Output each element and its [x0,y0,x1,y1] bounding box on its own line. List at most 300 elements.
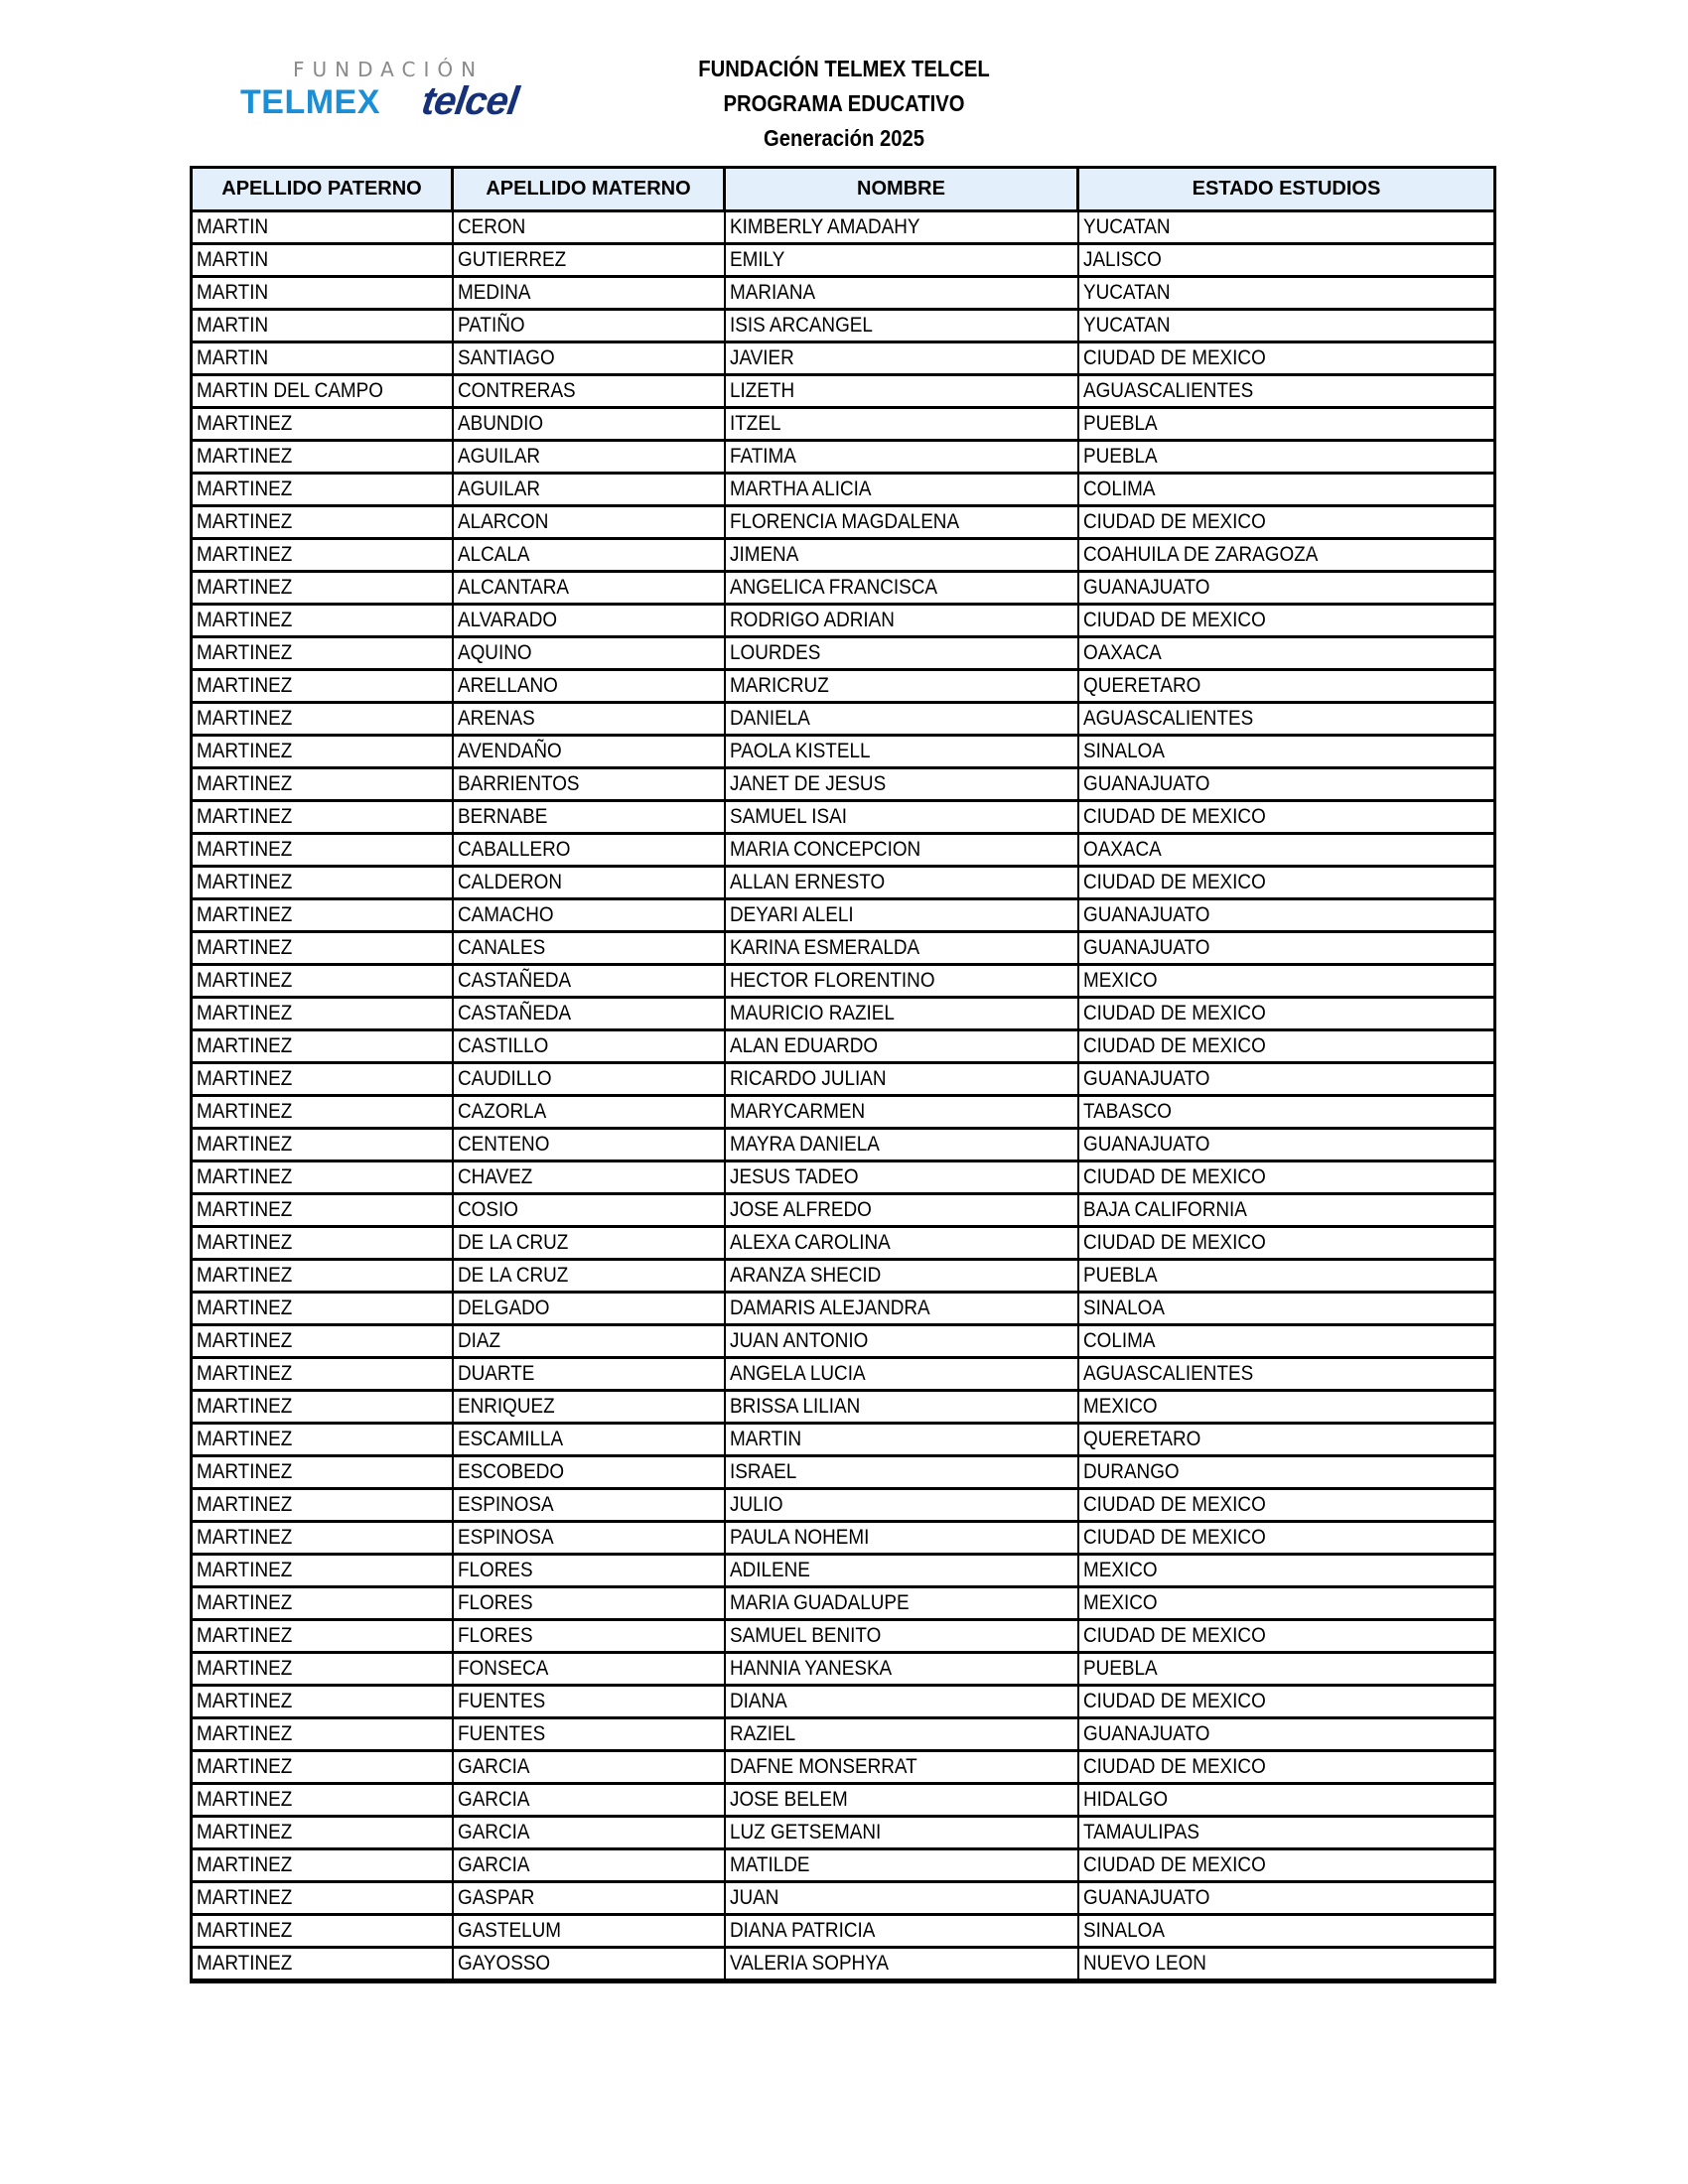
cell-apellido-materno [453,572,725,605]
cell-text: MARTINEZ [197,1165,293,1188]
cell-apellido-paterno [192,310,453,342]
column-header-apellido-materno: APELLIDO MATERNO [453,168,725,211]
cell-apellido-paterno [192,1555,453,1587]
cell-text: MARTINEZ [197,1198,293,1221]
cell-nombre [725,211,1078,244]
cell-text: ARANZA SHECID [729,1264,881,1287]
cell-estado-estudios [1078,1653,1495,1686]
cell-apellido-paterno [192,1358,453,1391]
cell-nombre [725,506,1078,539]
table-row [192,1391,1495,1424]
cell-apellido-materno [453,244,725,277]
table-row [192,310,1495,342]
cell-apellido-materno [453,1260,725,1293]
cell-text: MARTINEZ [197,1559,293,1581]
cell-apellido-materno [453,1194,725,1227]
cell-text: MARTIN [197,281,269,304]
cell-text: MARIA CONCEPCION [729,838,920,861]
cell-text: ARENAS [457,707,535,730]
cell-text: HIDALGO [1082,1788,1168,1811]
cell-estado-estudios [1078,899,1495,932]
cell-estado-estudios [1078,1161,1495,1194]
cell-text: CIUDAD DE MEXICO [1082,1165,1266,1188]
cell-text: CIUDAD DE MEXICO [1082,1002,1266,1024]
table-row [192,1784,1495,1817]
cell-text: MARTINEZ [197,805,293,828]
cell-text: DURANGO [1082,1460,1180,1483]
cell-text: SAMUEL BENITO [729,1624,881,1647]
cell-text: JANET DE JESUS [729,772,886,795]
cell-text: FLORES [457,1624,533,1647]
table-row [192,1686,1495,1718]
cell-text: YUCATAN [1082,215,1171,238]
cell-apellido-materno [453,801,725,834]
table-row [192,1882,1495,1915]
table-row [192,1194,1495,1227]
cell-estado-estudios [1078,768,1495,801]
cell-estado-estudios [1078,1227,1495,1260]
cell-apellido-paterno [192,441,453,474]
cell-nombre [725,998,1078,1030]
cell-nombre [725,1915,1078,1948]
cell-apellido-paterno [192,375,453,408]
cell-text: PUEBLA [1082,412,1158,435]
cell-apellido-paterno [192,1784,453,1817]
cell-text: MEXICO [1082,1591,1158,1614]
cell-text: OAXACA [1082,641,1162,664]
cell-estado-estudios [1078,637,1495,670]
cell-nombre [725,1489,1078,1522]
cell-nombre [725,1882,1078,1915]
cell-apellido-materno [453,506,725,539]
table-row [192,1293,1495,1325]
cell-estado-estudios [1078,310,1495,342]
cell-text: JUAN [729,1886,778,1909]
document-generation: Generación 2025 [763,125,925,151]
cell-text: MARTINEZ [197,772,293,795]
cell-text: COLIMA [1082,1329,1155,1352]
cell-text: CAMACHO [457,903,554,926]
cell-apellido-paterno [192,637,453,670]
cell-nombre [725,1718,1078,1751]
cell-text: SAMUEL ISAI [729,805,847,828]
cell-text: CASTAÑEDA [457,1002,571,1024]
cell-text: MARYCARMEN [729,1100,865,1123]
cell-text: PUEBLA [1082,1264,1158,1287]
cell-apellido-materno [453,1587,725,1620]
table-row [192,1718,1495,1751]
cell-text: AGUILAR [457,445,540,468]
cell-text: MARICRUZ [729,674,829,697]
cell-apellido-materno [453,1489,725,1522]
table-row [192,506,1495,539]
cell-apellido-paterno [192,1129,453,1161]
cell-text: PUEBLA [1082,445,1158,468]
cell-apellido-materno [453,1161,725,1194]
table-row [192,998,1495,1030]
cell-text: JOSE BELEM [729,1788,848,1811]
cell-estado-estudios [1078,670,1495,703]
cell-estado-estudios [1078,1948,1495,1981]
cell-estado-estudios [1078,1718,1495,1751]
cell-text: PUEBLA [1082,1657,1158,1680]
cell-text: MARTINEZ [197,1690,293,1712]
cell-estado-estudios [1078,998,1495,1030]
cell-nombre [725,1063,1078,1096]
cell-text: MARTIN [729,1428,801,1450]
table-row [192,1620,1495,1653]
cell-text: GUTIERREZ [457,248,566,271]
cell-text: GASTELUM [457,1919,561,1942]
cell-apellido-paterno [192,408,453,441]
table-row [192,932,1495,965]
table-row [192,244,1495,277]
cell-nombre [725,244,1078,277]
table-row [192,211,1495,244]
cell-text: ANGELICA FRANCISCA [729,576,937,599]
cell-nombre [725,572,1078,605]
cell-nombre [725,1456,1078,1489]
cell-text: ITZEL [729,412,780,435]
cell-text: BRISSA LILIAN [729,1395,860,1418]
cell-estado-estudios [1078,408,1495,441]
cell-apellido-materno [453,1424,725,1456]
cell-nombre [725,539,1078,572]
cell-text: YUCATAN [1082,314,1171,337]
table-row [192,1587,1495,1620]
cell-estado-estudios [1078,474,1495,506]
cell-estado-estudios [1078,244,1495,277]
cell-apellido-paterno [192,1030,453,1063]
cell-apellido-paterno [192,1063,453,1096]
cell-apellido-paterno [192,1424,453,1456]
cell-text: CIUDAD DE MEXICO [1082,1690,1266,1712]
cell-estado-estudios [1078,506,1495,539]
cell-text: CIUDAD DE MEXICO [1082,1853,1266,1876]
cell-nombre [725,342,1078,375]
cell-apellido-paterno [192,1620,453,1653]
cell-text: GUANAJUATO [1082,1067,1209,1090]
cell-text: MARTINEZ [197,1002,293,1024]
cell-apellido-materno [453,867,725,899]
cell-text: PAOLA KISTELL [729,740,870,762]
table-row [192,768,1495,801]
table-row [192,441,1495,474]
cell-apellido-materno [453,1456,725,1489]
cell-apellido-materno [453,1325,725,1358]
cell-text: MARTINEZ [197,1297,293,1319]
table-row [192,572,1495,605]
table-row [192,539,1495,572]
cell-text: CIUDAD DE MEXICO [1082,1493,1266,1516]
cell-apellido-materno [453,1620,725,1653]
table-row [192,670,1495,703]
cell-estado-estudios [1078,441,1495,474]
cell-apellido-materno [453,474,725,506]
cell-text: MARTINEZ [197,1919,293,1942]
document-subtitle: PROGRAMA EDUCATIVO [723,90,965,116]
cell-nombre [725,637,1078,670]
logo-telcel-text: telcel [418,79,521,123]
cell-text: NUEVO LEON [1082,1952,1206,1975]
cell-apellido-paterno [192,1751,453,1784]
cell-text: GASPAR [457,1886,534,1909]
cell-apellido-paterno [192,1489,453,1522]
cell-text: AGUASCALIENTES [1082,707,1253,730]
table-row [192,1555,1495,1587]
cell-text: QUERETARO [1082,674,1200,697]
cell-text: MARTINEZ [197,1526,293,1549]
cell-apellido-paterno [192,932,453,965]
cell-text: MARTINEZ [197,576,293,599]
cell-text: SINALOA [1082,1919,1165,1942]
cell-text: MARTINEZ [197,1133,293,1156]
cell-apellido-paterno [192,1817,453,1849]
cell-text: CENTENO [457,1133,549,1156]
cell-text: CIUDAD DE MEXICO [1082,1034,1266,1057]
cell-text: MARTINEZ [197,1853,293,1876]
table-row [192,1260,1495,1293]
table-row [192,965,1495,998]
cell-apellido-paterno [192,1915,453,1948]
cell-text: HECTOR FLORENTINO [729,969,935,992]
cell-apellido-paterno [192,539,453,572]
cell-estado-estudios [1078,1817,1495,1849]
cell-text: MARTINEZ [197,412,293,435]
cell-nombre [725,1260,1078,1293]
table-row [192,1849,1495,1882]
cell-text: GARCIA [457,1853,529,1876]
cell-text: BARRIENTOS [457,772,580,795]
fundacion-telmex-telcel-logo [238,58,546,127]
cell-text: CIUDAD DE MEXICO [1082,510,1266,533]
cell-estado-estudios [1078,1620,1495,1653]
table-row [192,1129,1495,1161]
cell-text: ISIS ARCANGEL [729,314,873,337]
cell-text: ESPINOSA [457,1526,554,1549]
cell-text: CIUDAD DE MEXICO [1082,1231,1266,1254]
cell-text: MARTIN [197,248,269,271]
cell-estado-estudios [1078,1030,1495,1063]
cell-apellido-paterno [192,506,453,539]
table-row [192,1948,1495,1981]
table-row [192,1424,1495,1456]
cell-text: MARTINEZ [197,1591,293,1614]
cell-text: MARTINEZ [197,641,293,664]
cell-text: YUCATAN [1082,281,1171,304]
cell-text: CAZORLA [457,1100,546,1123]
cell-text: GARCIA [457,1788,529,1811]
cell-estado-estudios [1078,539,1495,572]
cell-text: MARTINEZ [197,1886,293,1909]
cell-apellido-materno [453,441,725,474]
cell-apellido-paterno [192,1260,453,1293]
cell-nombre [725,1948,1078,1981]
cell-text: GUANAJUATO [1082,1133,1209,1156]
cell-text: FLORES [457,1559,533,1581]
cell-text: MARTIN [197,346,269,369]
cell-text: TAMAULIPAS [1082,1821,1199,1843]
cell-apellido-materno [453,1915,725,1948]
cell-apellido-paterno [192,998,453,1030]
cell-text: KIMBERLY AMADAHY [729,215,920,238]
cell-apellido-materno [453,899,725,932]
cell-text: DANIELA [729,707,810,730]
cell-text: GARCIA [457,1821,529,1843]
cell-text: MARTINEZ [197,1034,293,1057]
cell-text: MARTHA ALICIA [729,478,872,500]
cell-text: MARTINEZ [197,903,293,926]
cell-text: CASTAÑEDA [457,969,571,992]
cell-estado-estudios [1078,375,1495,408]
cell-text: CIUDAD DE MEXICO [1082,1526,1266,1549]
cell-estado-estudios [1078,1358,1495,1391]
cell-apellido-materno [453,1784,725,1817]
cell-apellido-paterno [192,572,453,605]
cell-apellido-paterno [192,1161,453,1194]
cell-text: MARTINEZ [197,1657,293,1680]
cell-text: JOSE ALFREDO [729,1198,872,1221]
cell-text: MARTINEZ [197,1460,293,1483]
cell-text: DAMARIS ALEJANDRA [729,1297,930,1319]
cell-apellido-materno [453,1063,725,1096]
cell-apellido-materno [453,375,725,408]
cell-apellido-paterno [192,1718,453,1751]
table-row [192,1915,1495,1948]
cell-estado-estudios [1078,1522,1495,1555]
cell-text: DIAZ [457,1329,500,1352]
cell-apellido-materno [453,1293,725,1325]
cell-estado-estudios [1078,736,1495,768]
cell-apellido-paterno [192,277,453,310]
cell-apellido-paterno [192,899,453,932]
cell-apellido-paterno [192,244,453,277]
column-header-estado-estudios: ESTADO ESTUDIOS [1078,168,1495,211]
cell-text: FLORENCIA MAGDALENA [729,510,959,533]
cell-text: ALCANTARA [457,576,569,599]
cell-text: GUANAJUATO [1082,576,1209,599]
table-body [192,211,1495,1981]
cell-apellido-paterno [192,670,453,703]
cell-text: ESPINOSA [457,1493,554,1516]
cell-estado-estudios [1078,1555,1495,1587]
cell-text: MARTINEZ [197,1067,293,1090]
cell-text: RAZIEL [729,1722,795,1745]
cell-nombre [725,1620,1078,1653]
cell-text: CHAVEZ [457,1165,532,1188]
cell-apellido-paterno [192,1227,453,1260]
cell-text: CIUDAD DE MEXICO [1082,1624,1266,1647]
cell-nombre [725,801,1078,834]
cell-apellido-paterno [192,1522,453,1555]
cell-estado-estudios [1078,834,1495,867]
cell-text: MARTINEZ [197,1100,293,1123]
cell-text: ESCAMILLA [457,1428,563,1450]
cell-text: HANNIA YANESKA [729,1657,892,1680]
cell-text: COLIMA [1082,478,1155,500]
cell-apellido-materno [453,408,725,441]
cell-apellido-paterno [192,1948,453,1981]
cell-text: SANTIAGO [457,346,555,369]
cell-text: CASTILLO [457,1034,548,1057]
cell-apellido-materno [453,834,725,867]
cell-apellido-paterno [192,1849,453,1882]
cell-text: MARTINEZ [197,1264,293,1287]
cell-text: MARTINEZ [197,510,293,533]
cell-nombre [725,899,1078,932]
cell-apellido-paterno [192,965,453,998]
cell-text: ALAN EDUARDO [729,1034,878,1057]
cell-estado-estudios [1078,342,1495,375]
cell-text: KARINA ESMERALDA [729,936,919,959]
cell-text: GAYOSSO [457,1952,550,1975]
cell-text: ALEXA CAROLINA [729,1231,891,1254]
cell-text: DELGADO [457,1297,549,1319]
cell-nombre [725,1751,1078,1784]
table-row [192,1456,1495,1489]
cell-text: ARELLANO [457,674,558,697]
cell-apellido-materno [453,1555,725,1587]
table-row [192,342,1495,375]
cell-apellido-materno [453,932,725,965]
cell-apellido-materno [453,703,725,736]
cell-nombre [725,932,1078,965]
cell-apellido-paterno [192,1391,453,1424]
cell-nombre [725,1817,1078,1849]
column-header-nombre: NOMBRE [725,168,1078,211]
cell-text: DAFNE MONSERRAT [729,1755,917,1778]
cell-nombre [725,1194,1078,1227]
cell-apellido-paterno [192,1325,453,1358]
cell-estado-estudios [1078,1293,1495,1325]
table-row [192,1751,1495,1784]
table-row [192,736,1495,768]
cell-estado-estudios [1078,1686,1495,1718]
cell-apellido-materno [453,1391,725,1424]
cell-apellido-materno [453,637,725,670]
cell-text: MARTINEZ [197,478,293,500]
cell-text: MEXICO [1082,1559,1158,1581]
cell-text: MARTINEZ [197,740,293,762]
cell-text: LUZ GETSEMANI [729,1821,881,1843]
cell-text: FUENTES [457,1690,545,1712]
cell-text: JALISCO [1082,248,1162,271]
cell-nombre [725,1784,1078,1817]
cell-text: MARTINEZ [197,1952,293,1975]
cell-text: LOURDES [729,641,820,664]
cell-nombre [725,1096,1078,1129]
table-row [192,1522,1495,1555]
cell-apellido-paterno [192,1882,453,1915]
cell-nombre [725,375,1078,408]
cell-text: JULIO [729,1493,783,1516]
cell-estado-estudios [1078,801,1495,834]
cell-estado-estudios [1078,932,1495,965]
cell-apellido-paterno [192,1096,453,1129]
cell-estado-estudios [1078,1882,1495,1915]
table-row [192,867,1495,899]
cell-estado-estudios [1078,1391,1495,1424]
cell-text: PATIÑO [457,314,525,337]
cell-text: EMILY [729,248,784,271]
cell-estado-estudios [1078,605,1495,637]
cell-apellido-materno [453,310,725,342]
cell-text: DUARTE [457,1362,534,1385]
column-header-apellido-paterno: APELLIDO PATERNO [192,168,453,211]
table-row [192,1096,1495,1129]
cell-text: AQUINO [457,641,532,664]
cell-text: MARTINEZ [197,1755,293,1778]
